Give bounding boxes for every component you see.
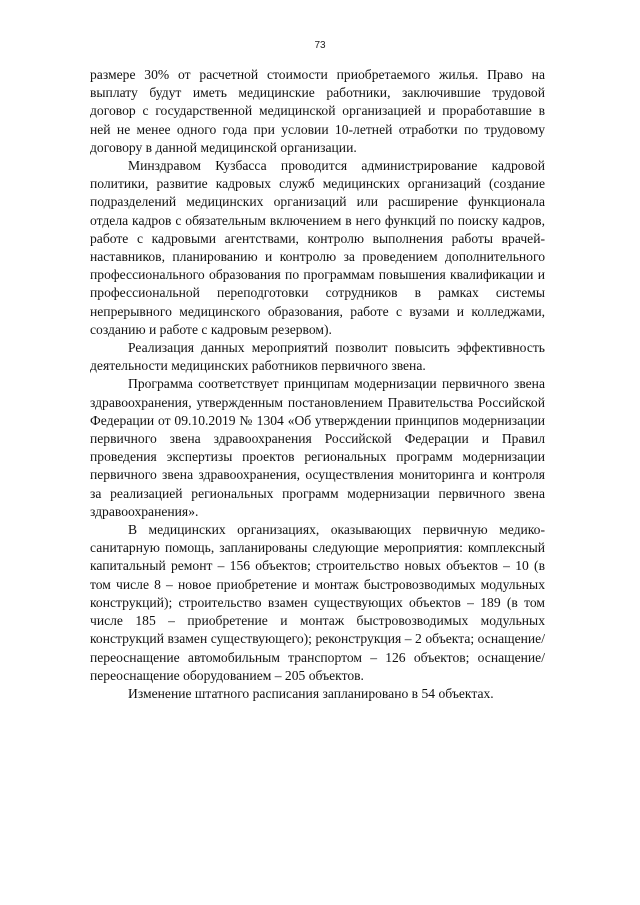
paragraph-staffing-changes: Изменение штатного расписания запланировано в 54 объектах. xyxy=(128,685,494,701)
paragraph-program-compliance: Программа соответствует принципам модернизации первичного звена здравоохранения, утвержденным постановлением Правительства Российской Федерации от 09.10.2019 № 1304 «Об утверждении принципов модернизации первичного звена здравоохранения Российской Федерации и Правил проведения экспертизы проектов региональных программ модернизации первичного звена здравоохранения, осуществления мониторинга и контроля за реализацией региональных программ модернизации первичного звена здравоохранения». xyxy=(90,376,545,519)
paragraph-planned-activities: В медицинских организациях, оказывающих первичную медико-санитарную помощь, запланированы следующие мероприятия: комплексный капитальный ремонт – 156 объектов; строительство новых объектов – 10 (в том числе 8 – новое приобретение и монтаж быстровозводимых модульных конструкций); строительство взамен существующих объектов – 189 (в том числе 185 – приобретение и монтаж быстровозводимых модульных конструкций взамен существующего); реконструкция – 2 объекта; оснащение/переоснащение автомобильным транспортом – 126 объектов; оснащение/переоснащение оборудованием – 205 объектов. xyxy=(90,522,545,683)
page-number: 73 xyxy=(314,40,326,51)
paragraph-hr-policy: Минздравом Кузбасса проводится администрирование кадровой политики, развитие кадровых служб медицинских организаций (создание подразделений медицинских организаций или расширение функционала отдела кадров с обязательным включением в него функций по поиску кадров, работе с кадровыми агентствами, контролю выполнения работы врачей-наставников, планированию и контролю за проведением дополнительного профессионального образования по программам повышения квалификации и профессиональной переподготовки сотрудников в рамках системы непрерывного медицинского образования, работе с вузами и колледжами, созданию и работе с кадровым резервом). xyxy=(90,158,545,337)
paragraph-housing-payment: размере 30% от расчетной стоимости приобретаемого жилья. Право на выплату будут иметь медицинские работники, заключившие трудовой договор с государственной медицинской организацией и проработавшие в ней не менее одного года при условии 10-летней отработки по трудовому договору в данной медицинской организации. xyxy=(90,67,545,155)
paragraph-efficiency: Реализация данных мероприятий позволит повысить эффективность деятельности медицинских работников первичного звена. xyxy=(90,340,545,374)
document-body xyxy=(90,66,545,703)
